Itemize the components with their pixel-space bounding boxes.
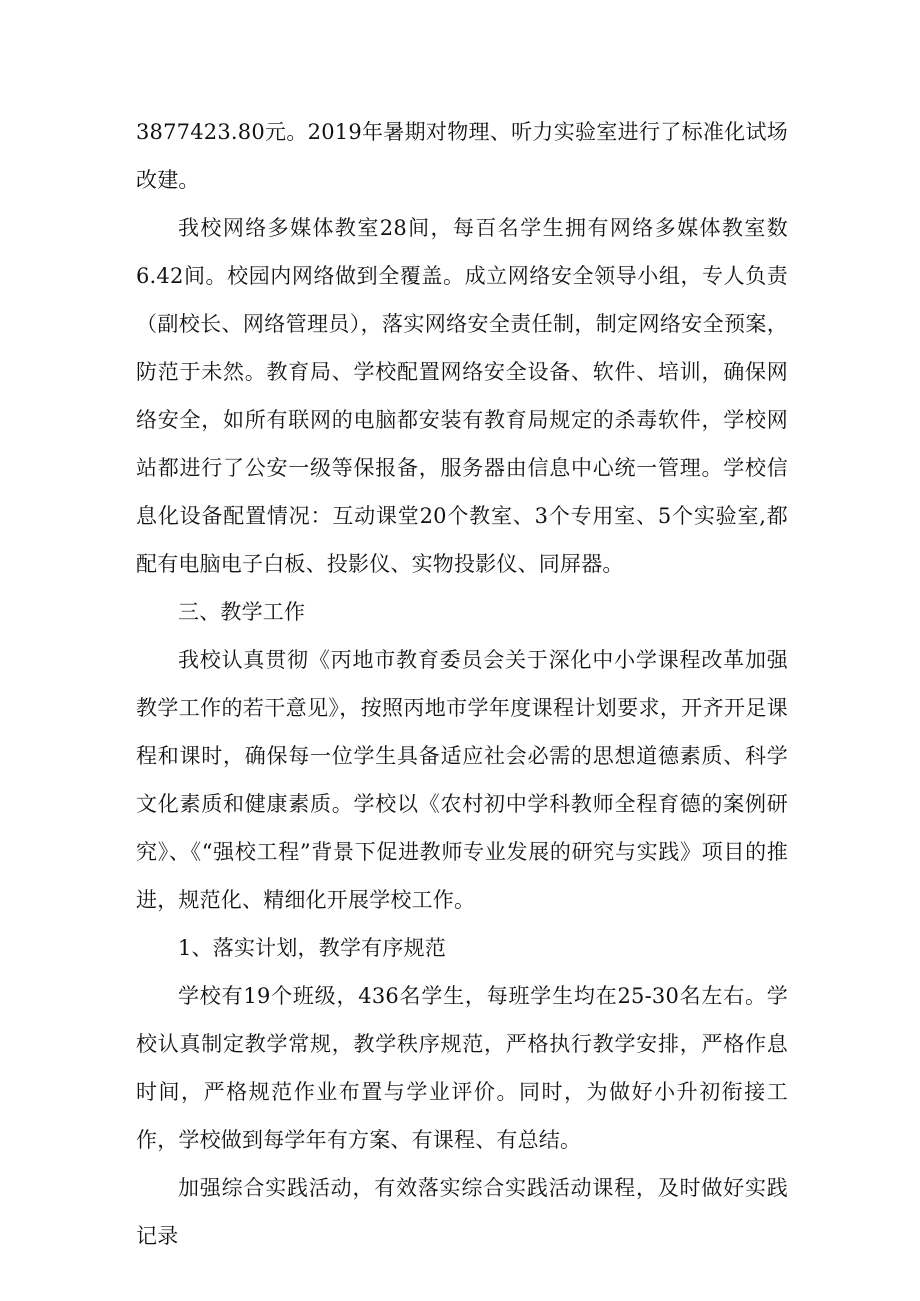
paragraph-class-statistics: 学校有19个班级，436名学生，每班学生均在25-30名左右。学校认真制定教学常规，教学秩序规范，严格执行教学安排，严格作息时间，严格规范作业布置与学业评价。同时，为做好小升初衔接工作，学校做到每学年有方案、有课程、有总结。 <box>136 984 788 1152</box>
subheading-plan-implementation: 1、落实计划，教学有序规范 <box>178 936 446 960</box>
paragraph-practice-activities: 加强综合实践活动，有效落实综合实践活动课程，及时做好实践记录 <box>136 1176 788 1248</box>
section-heading-teaching-work: 三、教学工作 <box>178 600 306 624</box>
paragraph-curriculum-implementation: 我校认真贯彻《丙地市教育委员会关于深化中小学课程改革加强教学工作的若干意见》，按照丙地市学年度课程计划要求，开齐开足课程和课时，确保每一位学生具备适应社会必需的思想道德素质、科学文化素质和健康素质。学校以《农村初中学科教师全程育德的案例研究》、《“强校工程”背景下促进教师专业发展的研究与实践》项目的推进，规范化、精细化开展学校工作。 <box>136 648 788 912</box>
paragraph-budget-renovation: 3877423.80元。2019年暑期对物理、听力实验室进行了标准化试场改建。 <box>136 120 788 192</box>
paragraph-network-security: 我校网络多媒体教室28间，每百名学生拥有网络多媒体教室数6.42间。校园内网络做到全覆盖。成立网络安全领导小组，专人负责（副校长、网络管理员），落实网络安全责任制，制定网络安全预案，防范于未然。教育局、学校配置网络安全设备、软件、培训，确保网络安全，如所有联网的电脑都安装有教育局规定的杀毒软件，学校网站都进行了公安一级等保报备，服务器由信息中心统一管理。学校信息化设备配置情况：互动课堂20个教室、3个专用室、5个实验室,都配有电脑电子白板、投影仪、实物投影仪、同屏器。 <box>136 216 788 576</box>
document-body <box>136 108 788 1260</box>
